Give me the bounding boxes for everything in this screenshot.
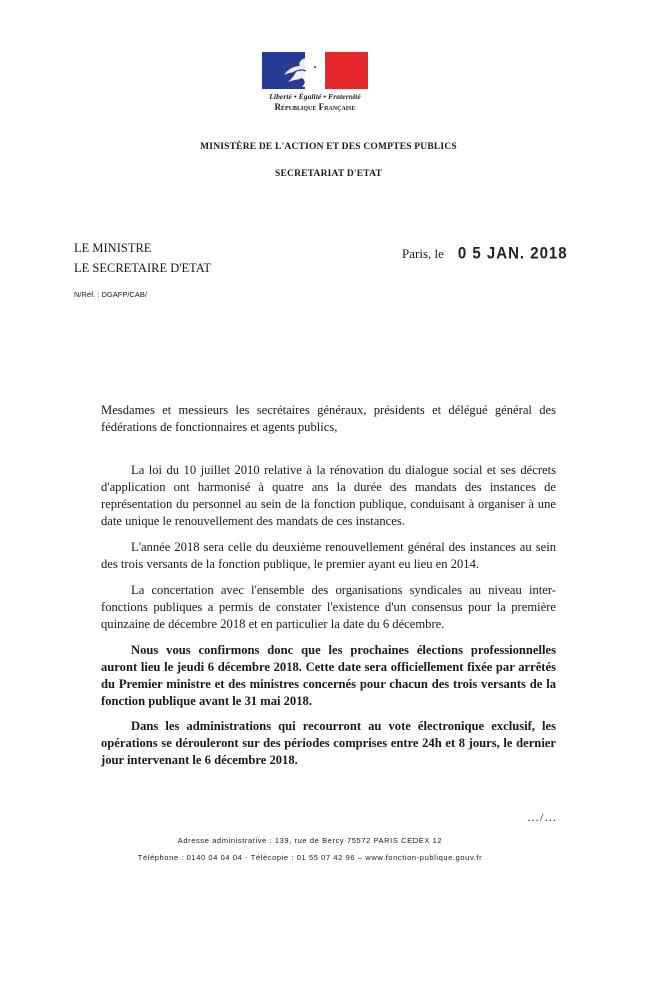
salutation: Mesdames et messieurs les secrétaires généraux, présidents et délégué général des fédérations de fonctionnaires et agents publics, (101, 403, 556, 434)
reference: N/Réf. : DGAFP/CAB/ (74, 290, 147, 299)
paragraph-1: La loi du 10 juillet 2010 relative à la rénovation du dialogue social et ses décrets d'application ont harmonisé à quatre ans la durée des mandats des instances de représentation du personnel au sein de la fonction publique, conduisant à organiser à une date unique le renouvellement des mandats de ces instances. (101, 463, 556, 528)
continuation-mark: …/… (527, 810, 558, 824)
republique-francaise: République Française (274, 102, 356, 112)
paragraph-2: L'année 2018 sera celle du deuxième renouvellement général des instances au sein des trois versants de la fonction publique, le premier ayant eu lieu en 2014. (101, 540, 556, 571)
footer-contact: Téléphone : 0140 04 04 04 - Télécopie : 01 55 07 42 96 – www.fonction-publique.gouv.fr (137, 853, 483, 862)
secretariat-title: SECRETARIAT D'ETAT (275, 169, 382, 179)
paragraph-4-bold: Nous vous confirmons donc que les prochaines élections professionnelles auront lieu le jeudi 6 décembre 2018. Cette date sera officiellement fixée par arrêtés du Premier ministre et des ministres concernés pour chacun des trois versants de la fonction publique avant le 31 mai 2018. (101, 643, 556, 708)
tricolor-flag-icon (262, 52, 368, 89)
place-label: Paris, le (402, 246, 444, 261)
date-stamp: 0 5 JAN. 2018 (457, 244, 568, 263)
marianne-profile-icon (272, 54, 342, 88)
sender-line-2: LE SECRETAIRE D'ETAT (74, 261, 212, 275)
sender-line-1: LE MINISTRE (74, 241, 152, 255)
footer-address: Adresse administrative : 139, rue de Bercy 75572 PARIS CEDEX 12 (177, 836, 443, 845)
sender-block (74, 238, 211, 278)
paragraph-5-bold: Dans les administrations qui recourront au vote électronique exclusif, les opérations se dérouleront sur des périodes comprises entre 24h et 8 jours, le dernier jour intervenant le 6 décembre 2018. (101, 719, 556, 767)
dateline (402, 245, 568, 262)
paragraph-3: La concertation avec l'ensemble des organisations syndicales au niveau inter-fonctions publiques a permis de constater l'existence d'un consensus pour la première quinzaine de décembre 2018 et en particulier la date du 6 décembre. (101, 583, 556, 631)
ministry-title: MINISTÈRE DE L'ACTION ET DES COMPTES PUBLICS (200, 142, 457, 152)
motto: Liberté • Égalité • Fraternité (269, 92, 361, 101)
marianne-logo (262, 52, 368, 112)
